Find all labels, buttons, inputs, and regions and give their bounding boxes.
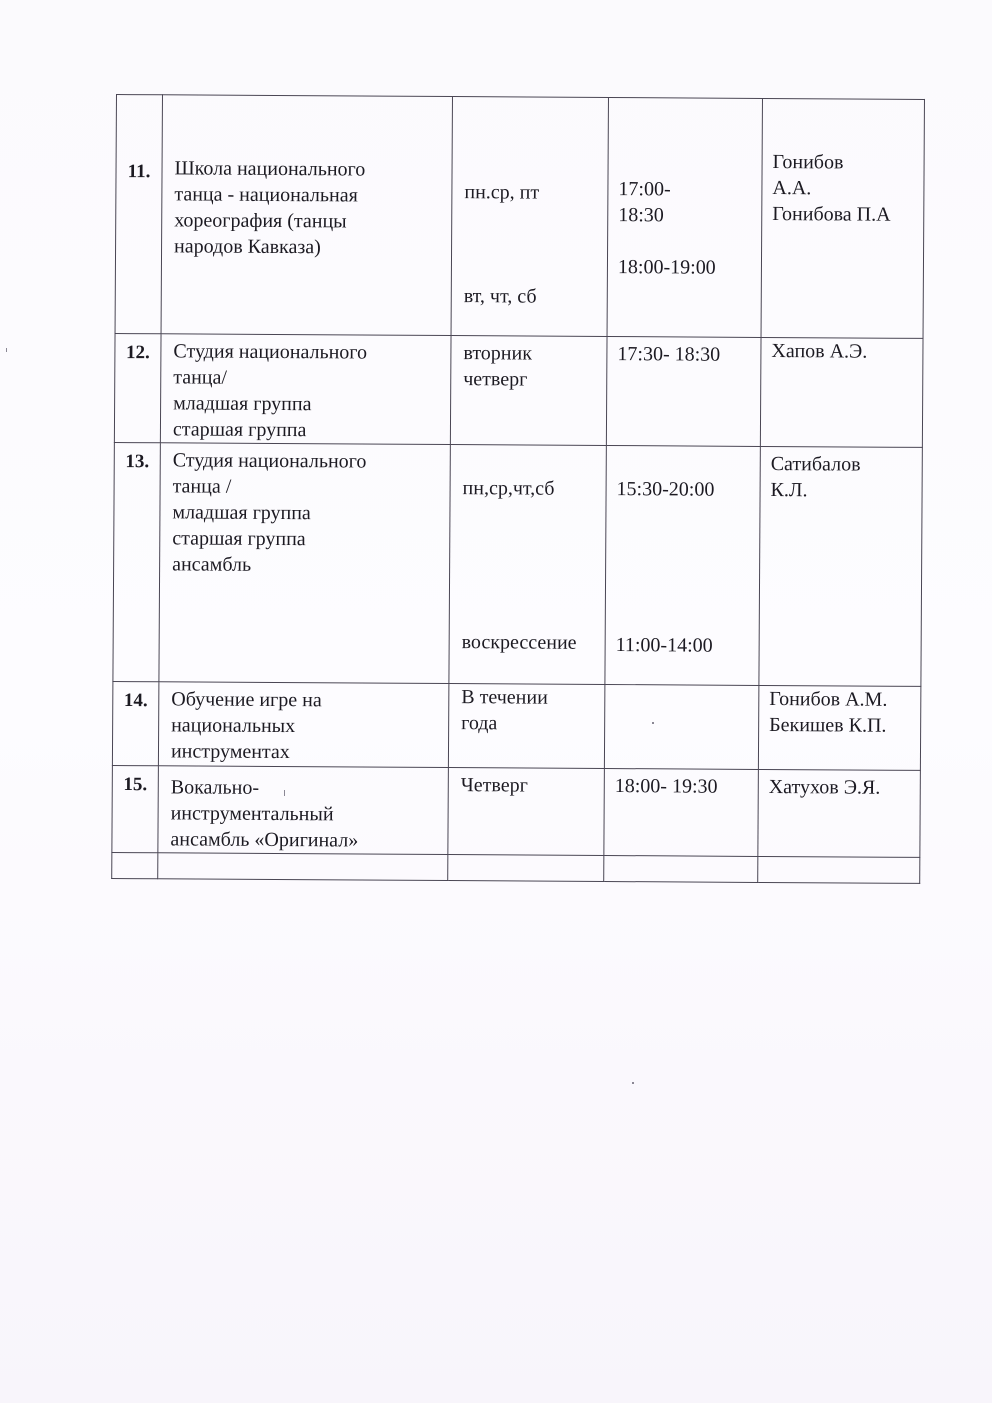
row-number-cell [112, 765, 159, 852]
leader-name: Хапов А.Э. [771, 340, 868, 363]
days-text: Четверг [460, 774, 528, 797]
empty-cell [448, 855, 604, 882]
leader-cell [760, 337, 923, 447]
schedule-table [111, 94, 925, 884]
row-number: 12. [125, 342, 150, 364]
days-text: вт, чт, сб [463, 285, 537, 308]
row-number: 14. [123, 690, 148, 712]
scan-speck [6, 348, 7, 352]
empty-cell [112, 852, 158, 878]
activity-name-cell [159, 443, 450, 684]
row-number-cell [112, 681, 159, 765]
leader-cell [758, 769, 921, 857]
table-row [112, 765, 921, 857]
days-text: В течении года [461, 686, 548, 735]
days-cell [451, 97, 608, 337]
leader-cell [761, 98, 924, 338]
activity-name-cell [158, 766, 449, 855]
time-text: 11:00-14:00 [615, 634, 713, 657]
scan-speck [284, 790, 285, 796]
row-number: 13. [125, 451, 150, 473]
time-text [605, 685, 758, 690]
time-cell [607, 98, 762, 338]
scan-speck [632, 1082, 634, 1084]
table-row [115, 95, 924, 339]
leader-name: Гонибов А.М. Бекишев К.П. [769, 688, 888, 737]
time-cell [605, 446, 760, 686]
activity-name-cell [160, 334, 451, 445]
leader-name: Сатибалов К.Л. [770, 453, 861, 502]
schedule-table-wrapper [111, 94, 938, 884]
empty-cell [158, 853, 448, 881]
scan-speck [652, 722, 654, 724]
table-row [112, 681, 920, 770]
table-row [114, 333, 923, 447]
days-text: пн,ср,чт,сб [462, 477, 555, 500]
empty-cell [758, 856, 920, 883]
time-text: 17:00- 18:30 [618, 178, 671, 227]
time-text: 18:00- 19:30 [614, 775, 718, 798]
time-cell [606, 337, 761, 447]
time-text: 15:30-20:00 [616, 478, 715, 501]
leader-cell [759, 446, 922, 686]
row-number: 15. [123, 774, 148, 796]
time-cell [604, 768, 759, 856]
table-row [113, 442, 922, 686]
leader-cell [758, 685, 921, 770]
days-text: пн.ср, пт [464, 181, 540, 204]
activity-name-cell [158, 682, 449, 768]
activity-name: Вокально- инструментальный ансамбль «Оригинал» [170, 776, 359, 852]
activity-name: Студия национального танца/ младшая группа старшая группа [172, 340, 368, 442]
row-number-cell [115, 95, 162, 334]
empty-cell [604, 855, 758, 882]
table-row-empty [112, 852, 920, 883]
time-text: 18:00-19:00 [617, 256, 716, 279]
days-text: вторник четверг [463, 342, 533, 391]
days-text: воскрессение [461, 631, 577, 654]
activity-name: Студия национального танца / младшая группа старшая группа ансамбль [172, 449, 367, 576]
activity-name-cell [161, 95, 452, 336]
row-number-cell [113, 442, 160, 681]
leader-name: Гонибов А.А. Гонибова П.А [772, 151, 891, 226]
activity-name: Обучение игре на национальных инструментах [170, 688, 322, 764]
row-number-cell [114, 333, 161, 442]
days-cell [448, 768, 605, 856]
row-number: 11. [127, 161, 151, 183]
days-cell [450, 336, 607, 446]
days-cell [449, 445, 606, 685]
activity-name: Школа национального танца - национальная хореография (танцы народов Кавказа) [174, 157, 366, 259]
days-cell [448, 684, 605, 769]
time-cell [604, 684, 759, 769]
time-text: 17:30- 18:30 [617, 343, 721, 366]
leader-name: Хатухов Э.Я. [768, 776, 881, 799]
